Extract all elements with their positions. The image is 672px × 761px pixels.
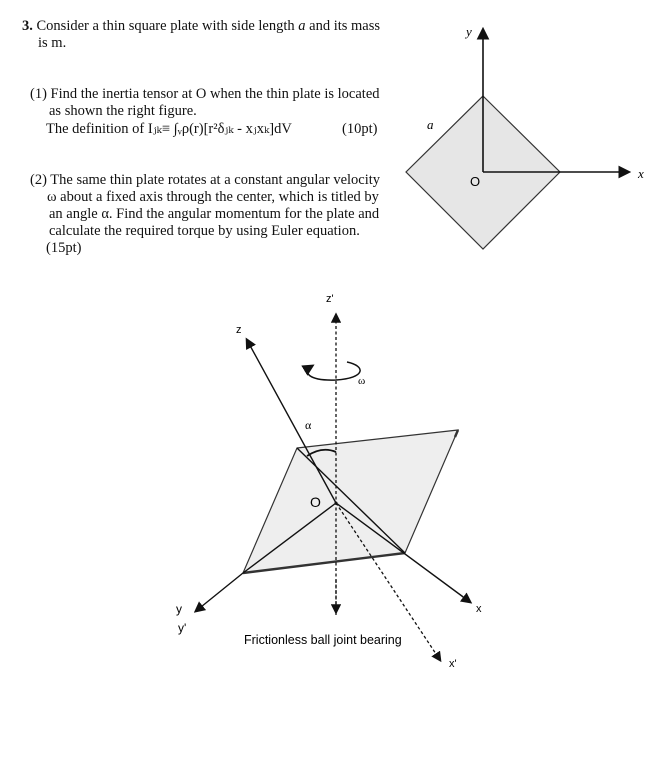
fig2-x-prime-label: x' [449,658,457,670]
fig2-z-label: z [236,324,242,336]
fig2-z-prime-label: z' [326,293,334,305]
fig2-y-prime-label: y' [178,621,187,635]
rotation-arrow [307,362,360,380]
part1-definition: The definition of Iⱼₖ≡ ∫ᵥρ(r)[r²δⱼₖ - xⱼxₖ]dV [46,121,292,137]
part2-line4: calculate the required torque by using Euler equation. [49,223,360,239]
fig2-origin-label: O [310,494,321,510]
side-variable: a [298,18,306,34]
part1-points: (10pt) [342,121,378,137]
part1-line1: (1) Find the inertia tensor at O when the thin plate is located [30,86,380,102]
problem-number: 3. [22,18,33,34]
fig2-caption: Frictionless ball joint bearing [244,633,402,647]
fig1-y-label: y [466,24,472,39]
part2-line1: (2) The same thin plate rotates at a constant angular velocity [30,172,381,188]
tilted-plate [243,430,458,573]
fig1-x-label: x [638,166,644,181]
problem-intro-line2: is m. [38,35,67,51]
fig2-y-label: y [176,602,182,616]
fig2-omega-label: ω [358,375,366,387]
fig2-x-label: x [476,603,482,615]
fig1-side-label: a [427,117,434,132]
problem-intro-text-end: and its mass [305,18,381,34]
origin-point [335,502,338,505]
y-axis-fig2 [196,573,243,611]
problem-intro-text: Consider a thin square plate with side length [36,18,299,34]
fig1-origin-label: O [470,174,481,189]
part1-line2: as shown the right figure. [49,103,197,119]
fig2-alpha-label: α [305,418,312,432]
part2-line2: ω about a fixed axis through the center, which is titled by [47,189,379,205]
part2-line3: an angle α. Find the angular momentum for the plate and [49,206,380,222]
part2-points: (15pt) [46,240,82,256]
